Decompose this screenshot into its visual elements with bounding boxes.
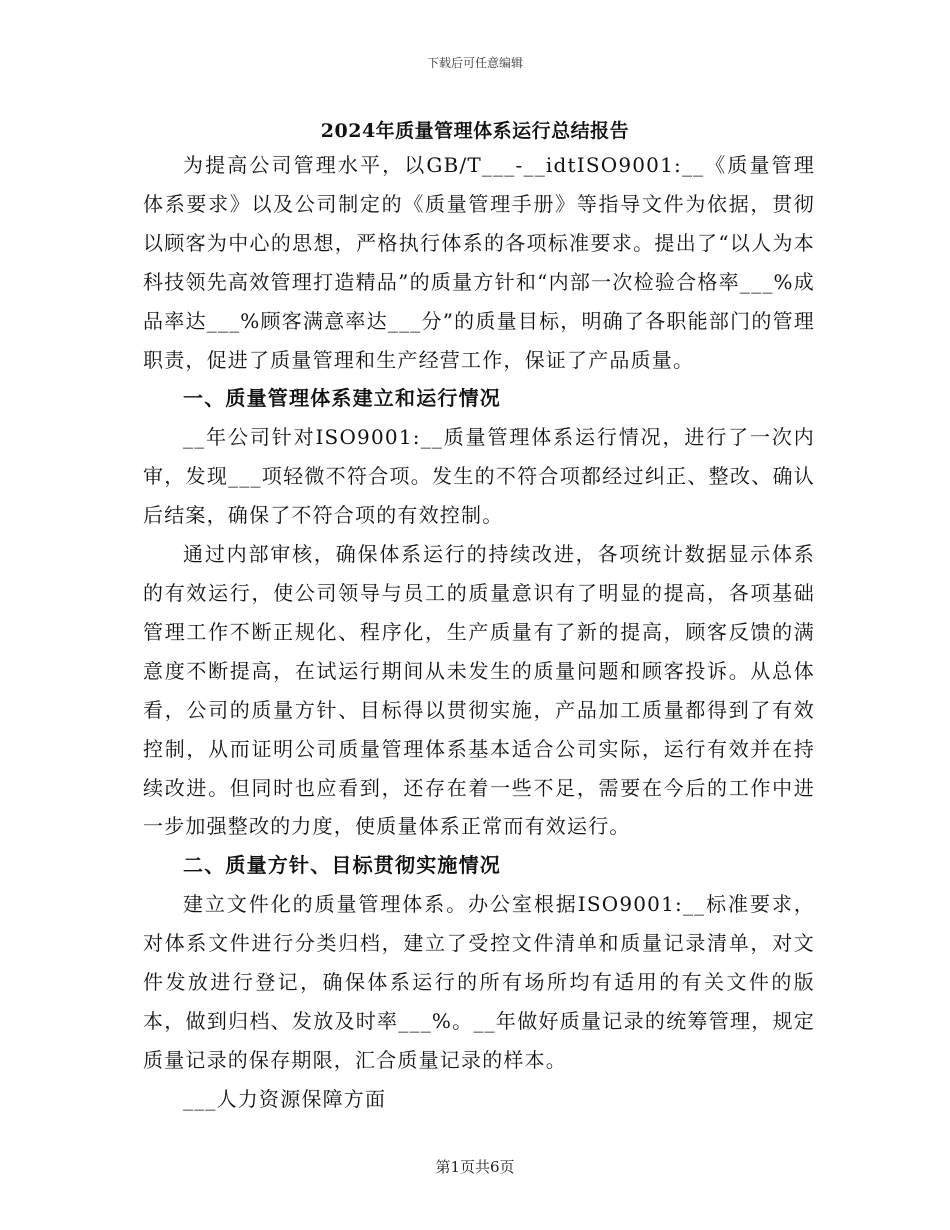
section-2-heading: 二、质量方针、目标贯彻实施情况: [183, 853, 501, 878]
intro-paragraph: 为提高公司管理水平，以GB/T___-__idtISO9001:__《质量管理体系要求》以及公司制定的《质量管理手册》等指导文件为依据，贯彻以顾客为中心的思想，严格执行体系的各项标准要求。提出了“以人为本科技领先高效管理打造精品”的质量方针和“内部一次检验合格率___%成品率达___%顾客满意率达___分”的质量目标，明确了各职能部门的管理职责，促进了质量管理和生产经营工作，保证了产品质量。: [143, 153, 815, 372]
section-1-paragraph: __年公司针对ISO9001:__质量管理体系运行情况，进行了一次内审，发现___项轻微不符合项。发生的不符合项都经过纠正、整改、确认后结案，确保了不符合项的有效控制。: [143, 425, 815, 528]
page-header-note: 下载后可任意编辑: [426, 56, 523, 70]
section-2-paragraph: 建立文件化的质量管理体系。办公室根据ISO9001:__标准要求，对体系文件进行分类归档，建立了受控文件清单和质量记录清单，对文件发放进行登记，确保体系运行的所有场所均有适用的有关文件的版本，做到归档、发放及时率___%。__年做好质量记录的统筹管理，规定质量记录的保存期限，汇合质量记录的样本。: [143, 892, 815, 1072]
section-1-heading: 一、质量管理体系建立和运行情况: [183, 386, 501, 411]
section-1-paragraph: 通过内部审核，确保体系运行的持续改进，各项统计数据显示体系的有效运行，使公司领导与员工的质量意识有了明显的提高，各项基础管理工作不断正规化、程序化，生产质量有了新的提高，顾客反馈的满意度不断提高，在试运行期间从未发生的质量问题和顾客投诉。从总体看，公司的质量方针、目标得以贯彻实施，产品加工质量都得到了有效控制，从而证明公司质量管理体系基本适合公司实际，运行有效并在持续改进。但同时也应看到，还存在着一些不足，需要在今后的工作中进一步加强整改的力度，使质量体系正常而有效运行。: [143, 542, 815, 839]
document-title: 2024年质量管理体系运行总结报告: [320, 120, 630, 142]
section-2-subheading: ___人力资源保障方面: [183, 1086, 387, 1111]
document-body: [143, 146, 815, 1119]
page-number: 第1页共6页: [435, 1158, 515, 1176]
